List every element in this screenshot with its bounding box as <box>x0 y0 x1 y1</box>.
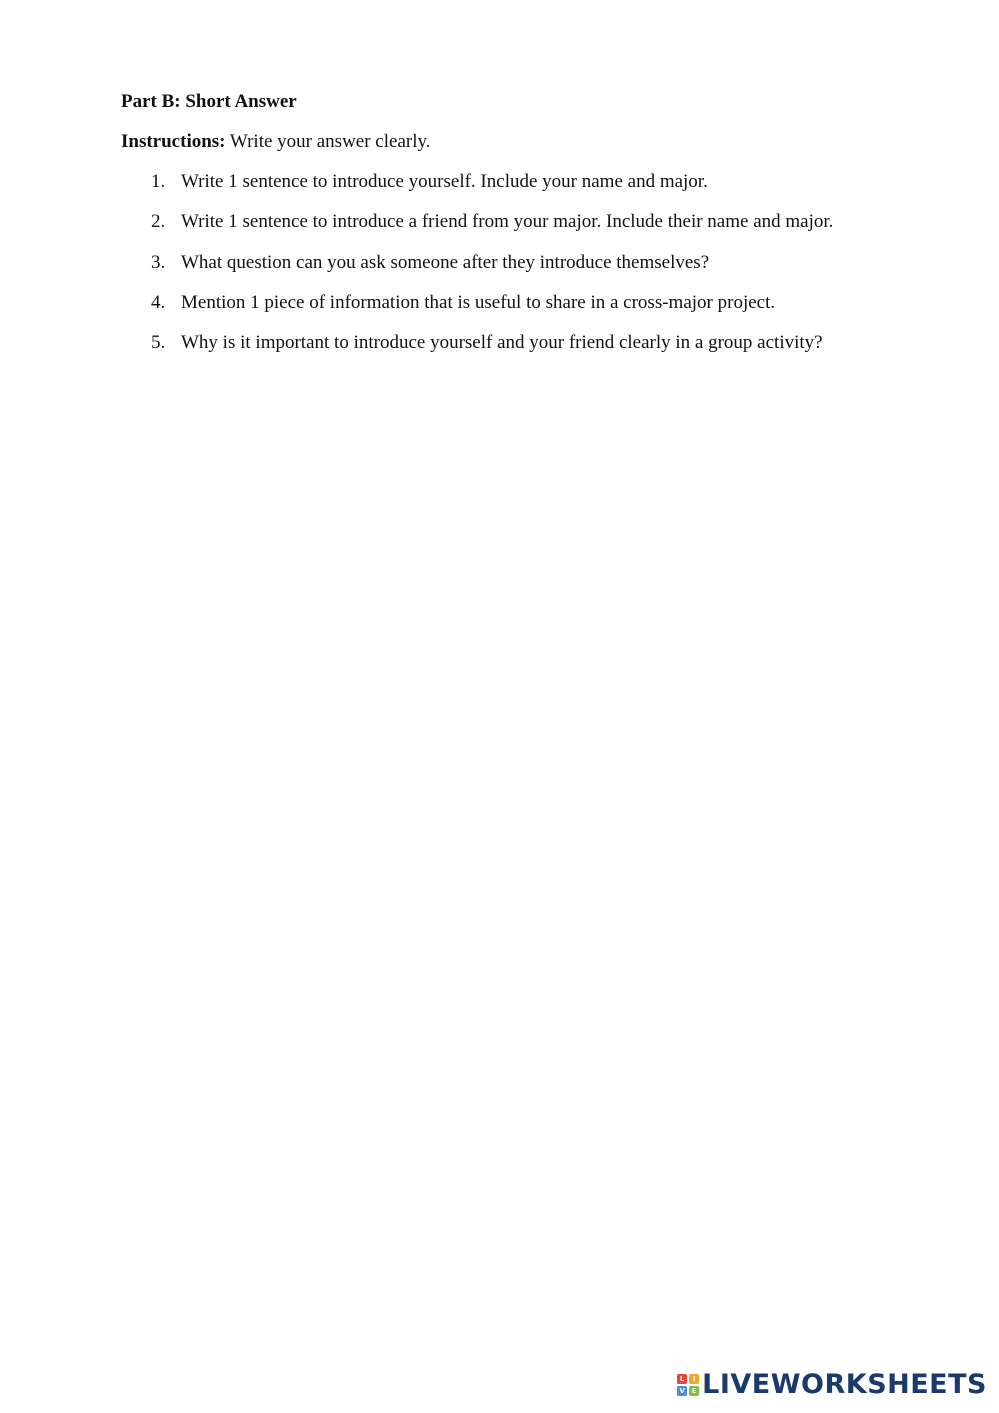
question-number: 5. <box>151 332 166 354</box>
question-item <box>121 250 941 276</box>
question-number: 4. <box>151 291 166 313</box>
question-list <box>121 169 941 356</box>
question-text: Write 1 sentence to introduce yourself. Include your name and major. <box>181 171 708 192</box>
question-number: 3. <box>151 251 166 273</box>
logo-block-v: V <box>677 1386 687 1396</box>
question-text: Why is it important to introduce yourself and your friend clearly in a group activity? <box>181 332 823 354</box>
section-title: Part B: Short Answer <box>121 91 297 112</box>
instructions-label: Instructions: <box>121 131 226 152</box>
question-text: What question can you ask someone after they introduce themselves? <box>181 251 710 273</box>
instructions <box>121 129 941 155</box>
logo-blocks-icon <box>677 1374 699 1396</box>
logo-text: LIVEWORKSHEETS <box>702 1369 987 1400</box>
question-number: 1. <box>151 171 166 192</box>
logo-block-e: E <box>689 1386 699 1396</box>
question-text: Mention 1 piece of information that is useful to share in a cross-major project. <box>181 291 776 313</box>
logo-block-l: L <box>677 1374 687 1384</box>
worksheet-content <box>121 89 941 370</box>
instructions-text: Write your answer clearly. <box>225 131 431 152</box>
logo-block-i: I <box>689 1374 699 1384</box>
question-item <box>121 290 941 316</box>
question-item <box>121 169 941 195</box>
question-item <box>121 209 941 235</box>
liveworksheets-logo[interactable] <box>677 1369 987 1401</box>
question-text: Write 1 sentence to introduce a friend from your major. Include their name and major. <box>181 211 834 233</box>
question-item <box>121 330 941 356</box>
question-number: 2. <box>151 211 166 233</box>
